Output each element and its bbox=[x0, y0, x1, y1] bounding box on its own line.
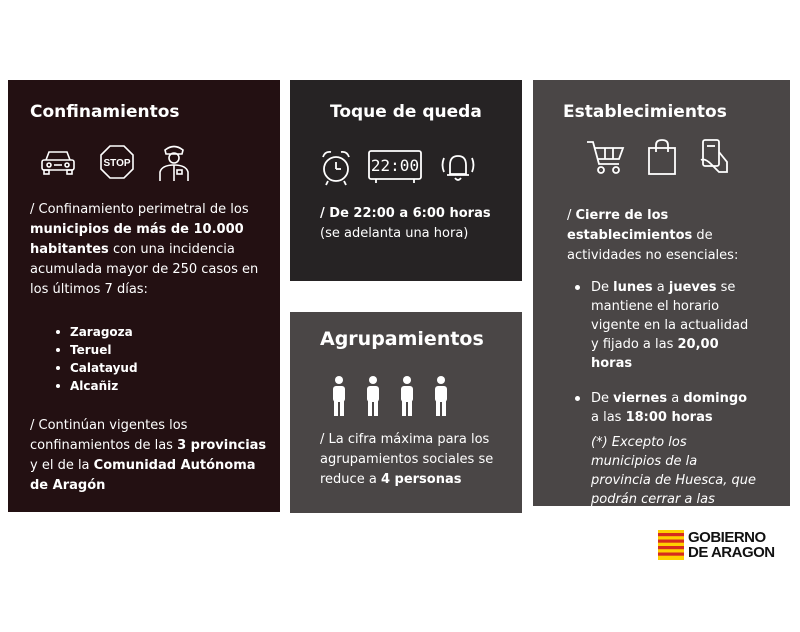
toque-title: Toque de queda bbox=[330, 102, 482, 122]
gobierno-de-aragon-logo bbox=[658, 530, 775, 560]
digital-clock-time: 22:00 bbox=[370, 156, 420, 175]
people-icons bbox=[330, 376, 450, 416]
person-icon bbox=[364, 376, 382, 416]
list-item: Alcañiz bbox=[56, 377, 138, 395]
bell-icon bbox=[438, 150, 478, 184]
panel-confinamientos bbox=[8, 80, 280, 512]
panel-establecimientos bbox=[533, 80, 790, 526]
alarm-clock-icon bbox=[320, 148, 352, 186]
card-payment-icon bbox=[697, 138, 729, 176]
stop-sign-text: STOP bbox=[103, 158, 131, 169]
confinamientos-text-2: / Continúan vigentes los confinamientos de las 3 provincias y el de la Comunidad Autónoma de Aragón bbox=[30, 418, 267, 493]
toque-text: / De 22:00 a 6:00 horas (se adelanta una hora) bbox=[320, 206, 491, 241]
shopping-bag-icon bbox=[647, 138, 677, 176]
police-officer-icon bbox=[156, 142, 192, 182]
person-icon bbox=[432, 376, 450, 416]
car-icon bbox=[38, 146, 78, 178]
list-item: Teruel bbox=[56, 341, 138, 359]
logo-text: GOBIERNO DE ARAGON bbox=[688, 529, 775, 561]
confinamientos-text-1: / Confinamiento perimetral de los municipios de más de 10.000 habitantes con una incidencia acumulada mayor de 250 casos en los últimos 7 días: bbox=[30, 202, 259, 297]
list-item: De viernes a domingo a las 18:00 horas (*) Excepto los municipios de la provincia de Huesca, que podrán cerrar a las 20.00h) bbox=[571, 389, 757, 528]
confinamientos-icons bbox=[38, 142, 192, 182]
list-item: De lunes a jueves se mantiene el horario vigente en la actualidad y fijado a las 20,00 horas bbox=[571, 278, 757, 373]
person-icon bbox=[398, 376, 416, 416]
digital-clock-icon bbox=[368, 150, 422, 184]
list-item: Calatayud bbox=[56, 359, 138, 377]
person-icon bbox=[330, 376, 348, 416]
cities-list bbox=[56, 323, 138, 395]
shopping-cart-icon bbox=[585, 138, 625, 176]
stop-sign-icon bbox=[100, 145, 134, 179]
huesca-note: (*) Excepto los municipios de la provincia de Huesca, que podrán cerrar a las 20.00h) bbox=[591, 435, 756, 526]
panel-agrupamientos bbox=[290, 312, 522, 513]
confinamientos-title: Confinamientos bbox=[30, 102, 180, 122]
agrupamientos-title: Agrupamientos bbox=[320, 328, 484, 350]
list-item: Zaragoza bbox=[56, 323, 138, 341]
aragon-flag-icon bbox=[658, 530, 684, 560]
toque-icons bbox=[320, 148, 478, 186]
establecimientos-icons bbox=[585, 138, 729, 176]
panel-toque-de-queda bbox=[290, 80, 522, 281]
establecimientos-title: Establecimientos bbox=[563, 102, 727, 122]
agrupamientos-text: / La cifra máxima para los agrupamientos sociales se reduce a 4 personas bbox=[320, 432, 494, 487]
establecimientos-intro: / Cierre de los establecimientos de actividades no esenciales: bbox=[567, 208, 739, 263]
schedule-list bbox=[571, 278, 757, 544]
